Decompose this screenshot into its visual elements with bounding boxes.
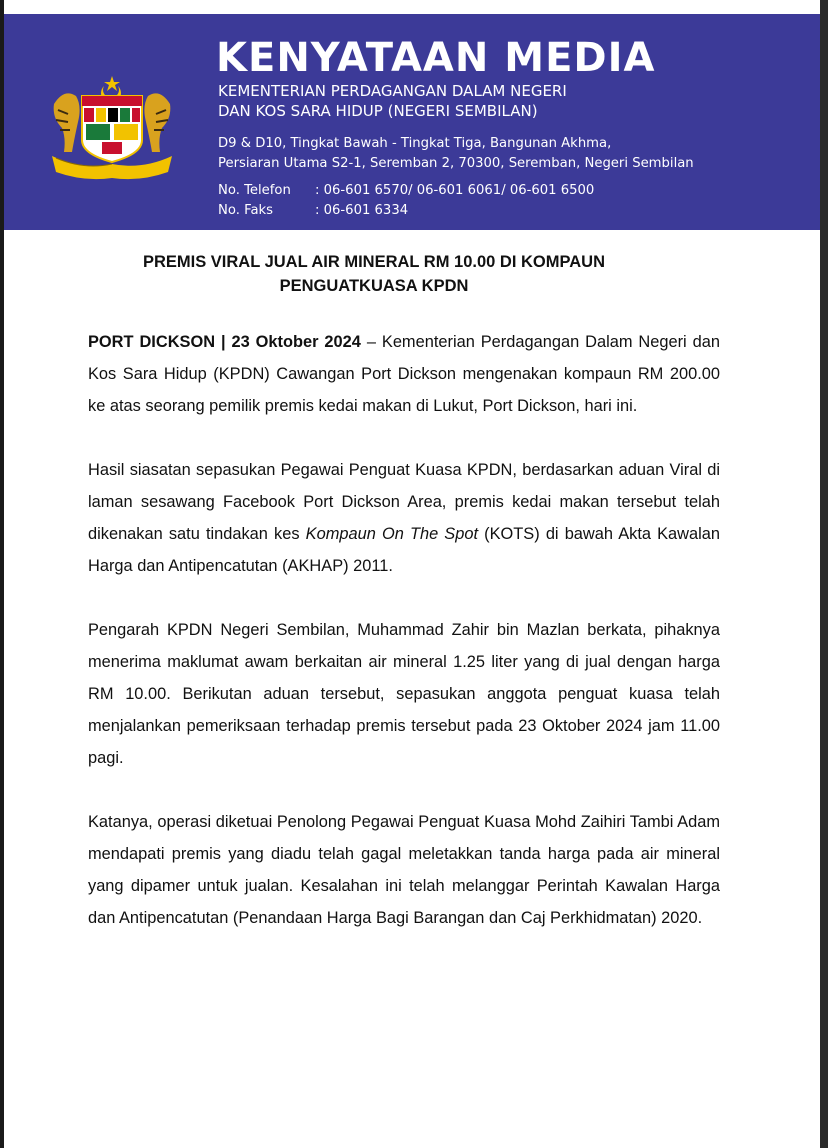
- viewer-edge: [820, 0, 828, 1148]
- headline-line-1: PREMIS VIRAL JUAL AIR MINERAL RM 10.00 DI KOMPAUN: [142, 253, 606, 271]
- paragraph-4: Katanya, operasi diketuai Penolong Pegawai Penguat Kuasa Mohd Zaihiri Tambi Adam mendapati premis yang diadu telah gagal meletakkan tanda harga pada air mineral yang dipamer untuk jualan. Kesalahan ini telah melanggar Perintah Kawalan Harga dan Antipencatutan (Penandaan Harga Bagi Barangan dan Caj Perkhidmatan) 2020.: [88, 813, 720, 927]
- office-address: [218, 134, 694, 174]
- document-page: [4, 0, 820, 1148]
- address-line-2: Persiaran Utama S2-1, Seremban 2, 70300, Seremban, Negeri Sembilan: [218, 156, 694, 171]
- fax-label: No. Faks: [218, 203, 274, 218]
- paragraph-2-text-b: (KOTS) di bawah Akta Kawalan Harga dan Antipencatutan (AKHAP) 2011.: [88, 525, 720, 575]
- paragraph-2: [88, 454, 720, 582]
- paragraph-1-text: – Kementerian Perdagangan Dalam Negeri dan Kos Sara Hidup (KPDN) Cawangan Port Dickson mengenakan kompaun RM 200.00 ke atas seorang pemilik premis kedai makan di Lukut, Port Dickson, hari ini.: [88, 333, 720, 415]
- phone-value: : 06-601 6570/ 06-601 6061/ 06-601 6500: [315, 183, 595, 198]
- fax-row: [218, 201, 594, 221]
- paragraph-2-text-a: Hasil siasatan sepasukan Pegawai Penguat Kuasa KPDN, berdasarkan aduan Viral di laman sesawang Facebook Port Dickson Area, premis kedai makan tersebut telah dikenakan satu tindakan kes: [88, 461, 720, 543]
- dateline: PORT DICKSON | 23 Oktober 2024: [88, 333, 361, 351]
- address-line-1: D9 & D10, Tingkat Bawah - Tingkat Tiga, Bangunan Akhma,: [218, 136, 612, 151]
- ministry-name: [218, 81, 567, 121]
- fax-value: : 06-601 6334: [315, 203, 409, 218]
- malaysia-coat-of-arms-icon: [46, 74, 178, 180]
- paragraph-2-italic: Kompaun On The Spot: [305, 525, 479, 543]
- article-headline: [74, 250, 674, 298]
- phone-row: [218, 181, 594, 201]
- paragraph-3: Pengarah KPDN Negeri Sembilan, Muhammad Zahir bin Mazlan berkata, pihaknya menerima maklumat awam berkaitan air mineral 1.25 liter yang di jual dengan harga RM 10.00. Berikutan aduan tersebut, sepasukan anggota penguat kuasa telah menjalankan pemeriksaan terhadap premis tersebut pada 23 Oktober 2024 jam 11.00 pagi.: [88, 621, 720, 767]
- statement-title: KENYATAAN MEDIA: [216, 35, 656, 81]
- contact-details: [218, 181, 594, 221]
- headline-line-2: PENGUATKUASA KPDN: [279, 277, 469, 295]
- ministry-line-2: DAN KOS SARA HIDUP (NEGERI SEMBILAN): [218, 102, 538, 120]
- paragraph-1: [88, 326, 720, 422]
- media-statement-banner: [4, 14, 820, 230]
- ministry-line-1: KEMENTERIAN PERDAGANGAN DALAM NEGERI: [218, 82, 567, 100]
- phone-label: No. Telefon: [218, 183, 291, 198]
- article-body: [88, 326, 720, 934]
